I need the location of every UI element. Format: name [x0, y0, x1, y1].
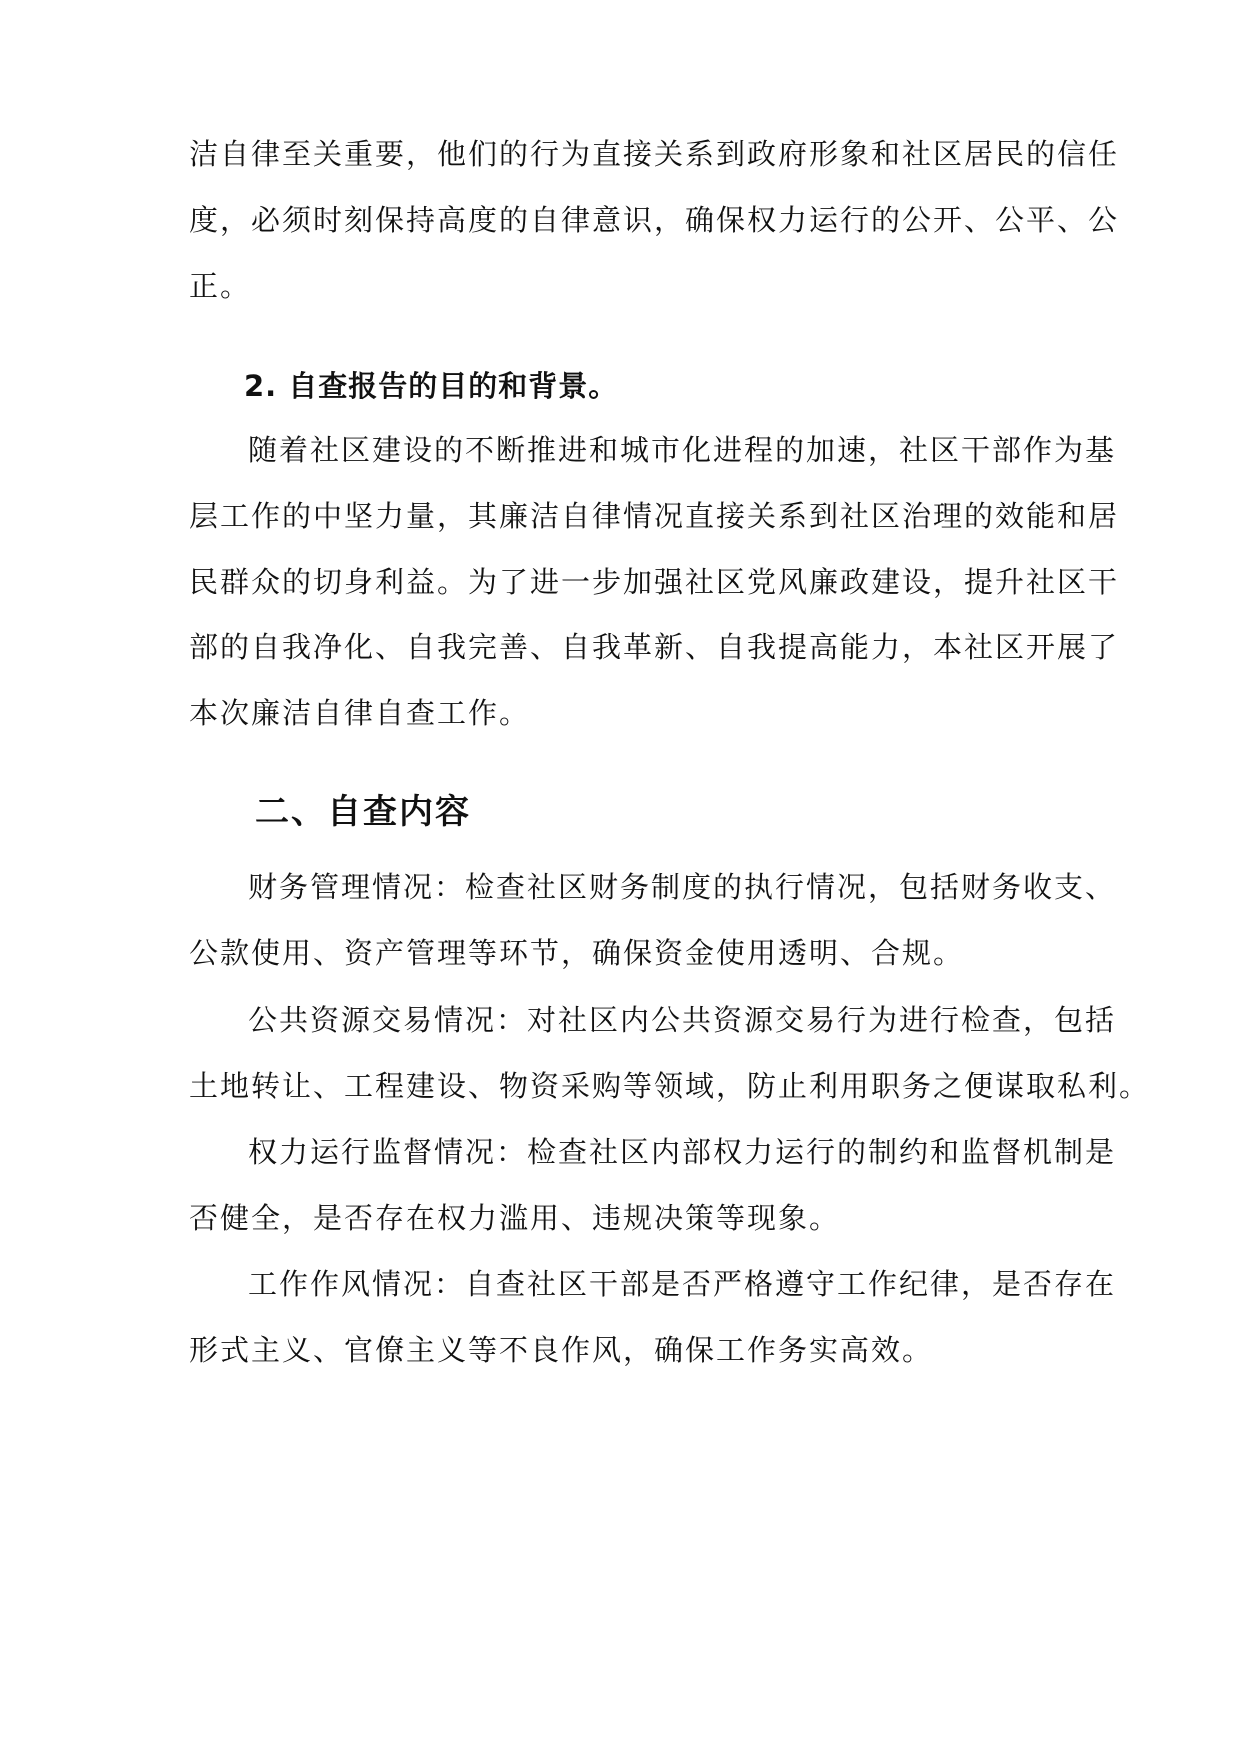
- section2-line-2: 层工作的中坚力量，其廉洁自律情况直接关系到社区治理的效能和居: [189, 499, 1120, 533]
- section2-line-3: 民群众的切身利益。为了进一步加强社区党风廉政建设，提升社区干: [189, 565, 1120, 599]
- section2-line-5: 本次廉洁自律自查工作。: [189, 696, 531, 730]
- item-style-line-2: 形式主义、官僚主义等不良作风，确保工作务实高效。: [189, 1333, 934, 1367]
- item-style-line-1: 工作作风情况：自查社区干部是否严格遵守工作纪律，是否存在: [248, 1267, 1117, 1301]
- section2-line-1: 随着社区建设的不断推进和城市化进程的加速，社区干部作为基: [248, 433, 1117, 467]
- intro-line-2: 度，必须时刻保持高度的自律意识，确保权力运行的公开、公平、公: [189, 203, 1120, 237]
- item-trade-line-2: 土地转让、工程建设、物资采购等领域，防止利用职务之便谋取私利。: [189, 1069, 1151, 1103]
- item-supervision-line-1: 权力运行监督情况：检查社区内部权力运行的制约和监督机制是: [248, 1135, 1117, 1169]
- intro-line-3: 正。: [189, 269, 252, 303]
- item-trade-line-1: 公共资源交易情况：对社区内公共资源交易行为进行检查，包括: [248, 1003, 1117, 1037]
- item-finance-line-1: 财务管理情况：检查社区财务制度的执行情况，包括财务收支、: [248, 870, 1117, 904]
- chapter2-heading: 二、自查内容: [255, 792, 471, 832]
- intro-line-1: 洁自律至关重要，他们的行为直接关系到政府形象和社区居民的信任: [189, 137, 1120, 171]
- section2-line-4: 部的自我净化、自我完善、自我革新、自我提高能力，本社区开展了: [189, 630, 1120, 664]
- item-supervision-line-2: 否健全，是否存在权力滥用、违规决策等现象。: [189, 1201, 841, 1235]
- section2-heading: 2. 自查报告的目的和背景。: [244, 369, 619, 403]
- item-finance-line-2: 公款使用、资产管理等环节，确保资金使用透明、合规。: [189, 936, 965, 970]
